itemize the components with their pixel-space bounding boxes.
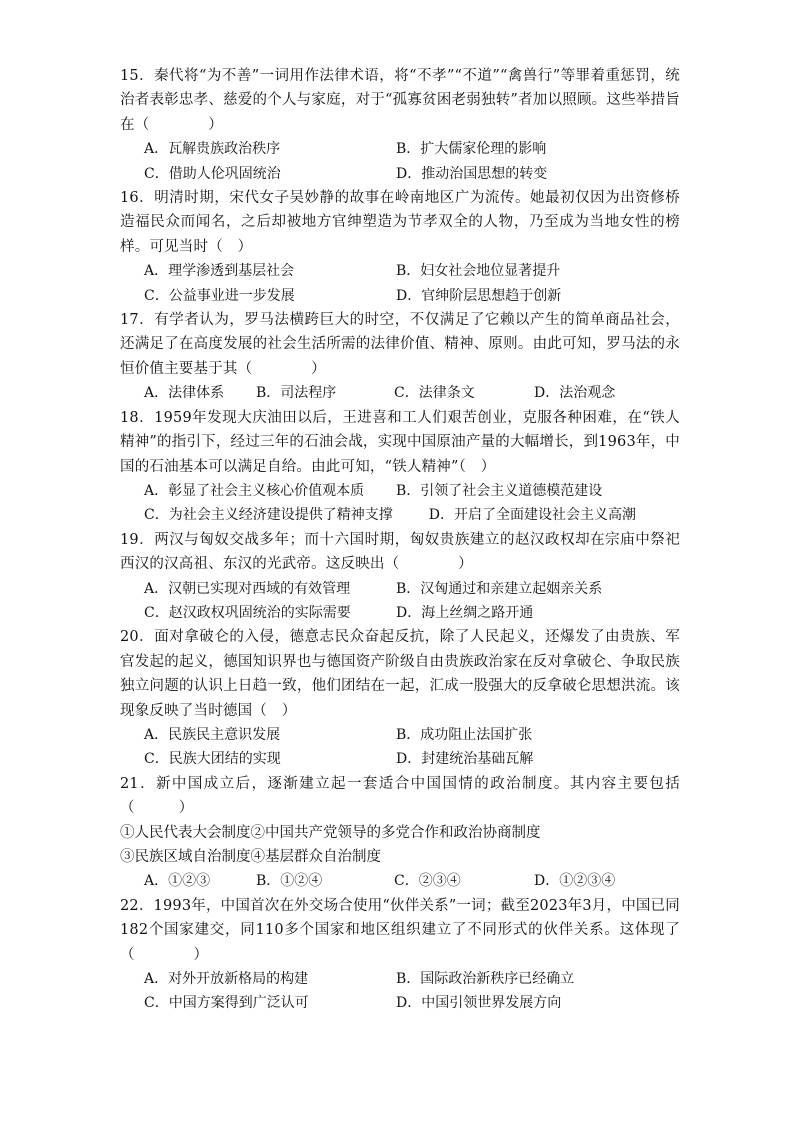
option-d: D．法治观念 bbox=[534, 385, 616, 402]
option-d: D．推动治国思想的转变 bbox=[396, 165, 548, 182]
option-b: B．①②④ bbox=[256, 873, 323, 890]
options bbox=[120, 723, 680, 772]
statement-items: ③民族区域自治制度④基层群众自治制度 bbox=[120, 849, 381, 865]
options bbox=[120, 381, 680, 405]
option-b: B．司法程序 bbox=[256, 385, 337, 402]
question-stem: 15．秦代将“为不善”一词用作法律术语，将“不孝”“不道”“禽兽行”等罪着重惩罚，统治者表彰忠孝、慈爱的个人与家庭，对于“孤寡贫困老弱独转”者加以照顾。这些举措旨在（ ） bbox=[120, 68, 680, 133]
option-c: C．为社会主义经济建设提供了精神支撑 bbox=[144, 507, 393, 524]
option-a: A．①②③ bbox=[144, 873, 211, 890]
option-c: C．赵汉政权巩固统治的实际需要 bbox=[144, 604, 351, 621]
question-22 bbox=[120, 894, 680, 1016]
options bbox=[120, 577, 680, 626]
question-stem: 21．新中国成立后，逐渐建立起一套适合中国国情的政治制度。其内容主要包括（ ） bbox=[120, 775, 680, 817]
question-19 bbox=[120, 528, 680, 626]
option-d: D．封建统治基础瓦解 bbox=[396, 751, 534, 768]
question-stem: 18．1959年发现大庆油田以后，王进喜和工人们艰苦创业，克服各种困难，在“铁人精神”的指引下，经过三年的石油会战，实现中国原油产量的大幅增长，到1963年，中国的石油基本可以满足自给。由此可知，“铁人精神”（ ） bbox=[120, 409, 680, 475]
question-17 bbox=[120, 308, 680, 406]
options bbox=[120, 967, 680, 1016]
statement-items: ①人民代表大会制度②中国共产党领导的多党合作和政治协商制度 bbox=[120, 824, 541, 841]
option-a: A．法律体系 bbox=[144, 385, 225, 402]
question-20 bbox=[120, 625, 680, 771]
option-c: C．借助人伦巩固统治 bbox=[144, 165, 281, 182]
option-c: C．法律条文 bbox=[394, 385, 475, 402]
question-16 bbox=[120, 186, 680, 308]
option-a: A．理学渗透到基层社会 bbox=[144, 263, 295, 280]
question-stem: 20．面对拿破仑的入侵，德意志民众奋起反抗，除了人民起义，还爆发了由贵族、军官发起的起义，德国知识界也与德国资产阶级自由贵族政治家在反对拿破仑、争取民族独立问题的认识上日趋一致，他们团结在一起，汇成一股强大的反拿破仑思想洪流。该现象反映了当时德国（ ） bbox=[120, 629, 680, 719]
options bbox=[120, 869, 680, 893]
option-a: A．汉朝已实现对西域的有效管理 bbox=[144, 580, 351, 597]
option-a: A．民族民主意识发展 bbox=[144, 726, 281, 743]
option-d: D．①②③④ bbox=[534, 873, 616, 890]
exam-page bbox=[120, 64, 680, 1016]
question-stem: 16．明清时期，宋代女子吴妙静的故事在岭南地区广为流传。她最初仅因为出资修桥造福民众而闻名，之后却被地方官绅塑造为节孝双全的人物，乃至成为当地女性的榜样。可见当时（ ） bbox=[120, 190, 680, 255]
options-row-2 bbox=[120, 503, 680, 527]
option-b: B．妇女社会地位显著提升 bbox=[396, 263, 561, 280]
option-c: C．中国方案得到广泛认可 bbox=[144, 995, 309, 1012]
option-b: B．成功阻止法国扩张 bbox=[396, 726, 533, 743]
options bbox=[120, 479, 680, 503]
option-c: C．民族大团结的实现 bbox=[144, 751, 281, 768]
option-d: D．海上丝绸之路开通 bbox=[396, 604, 534, 621]
option-a: A．彰显了社会主义核心价值观本质 bbox=[144, 482, 365, 499]
question-stem: 17．有学者认为，罗马法横跨巨大的时空，不仅满足了它赖以产生的简单商品社会，还满足了在高度发展的社会生活所需的法律价值、精神、原则。由此可知，罗马法的永恒价值主要基于其（ ） bbox=[120, 312, 680, 377]
options bbox=[120, 259, 680, 308]
option-a: A．瓦解贵族政治秩序 bbox=[144, 141, 281, 158]
option-d: D．官绅阶层思想趋于创新 bbox=[396, 287, 562, 304]
question-18 bbox=[120, 406, 680, 528]
option-b: B．汉匈通过和亲建立起姻亲关系 bbox=[396, 580, 603, 597]
option-c: C．公益事业进一步发展 bbox=[144, 287, 295, 304]
option-b: B．国际政治新秩序已经确立 bbox=[396, 971, 575, 988]
option-d: D．开启了全面建设社会主义高潮 bbox=[428, 507, 636, 524]
option-d: D．中国引领世界发展方向 bbox=[396, 995, 562, 1012]
option-b: B．扩大儒家伦理的影响 bbox=[396, 141, 547, 158]
question-stem: 22．1993年，中国首次在外交场合使用“伙伴关系”一词；截至2023年3月，中国已同182个国家建交，同110多个国家和地区组织建立了不同形式的伙伴关系。这体现了（ ） bbox=[120, 897, 680, 963]
options bbox=[120, 137, 680, 186]
question-15 bbox=[120, 64, 680, 186]
question-stem: 19．两汉与匈奴交战多年；而十六国时期，匈奴贵族建立的赵汉政权却在宗庙中祭祀西汉的汉高祖、东汉的光武帝。这反映出（ ） bbox=[120, 531, 680, 573]
question-21 bbox=[120, 772, 680, 894]
option-c: C．②③④ bbox=[394, 873, 461, 890]
option-a: A．对外开放新格局的构建 bbox=[144, 971, 309, 988]
option-b: B．引领了社会主义道德模范建设 bbox=[396, 482, 603, 499]
